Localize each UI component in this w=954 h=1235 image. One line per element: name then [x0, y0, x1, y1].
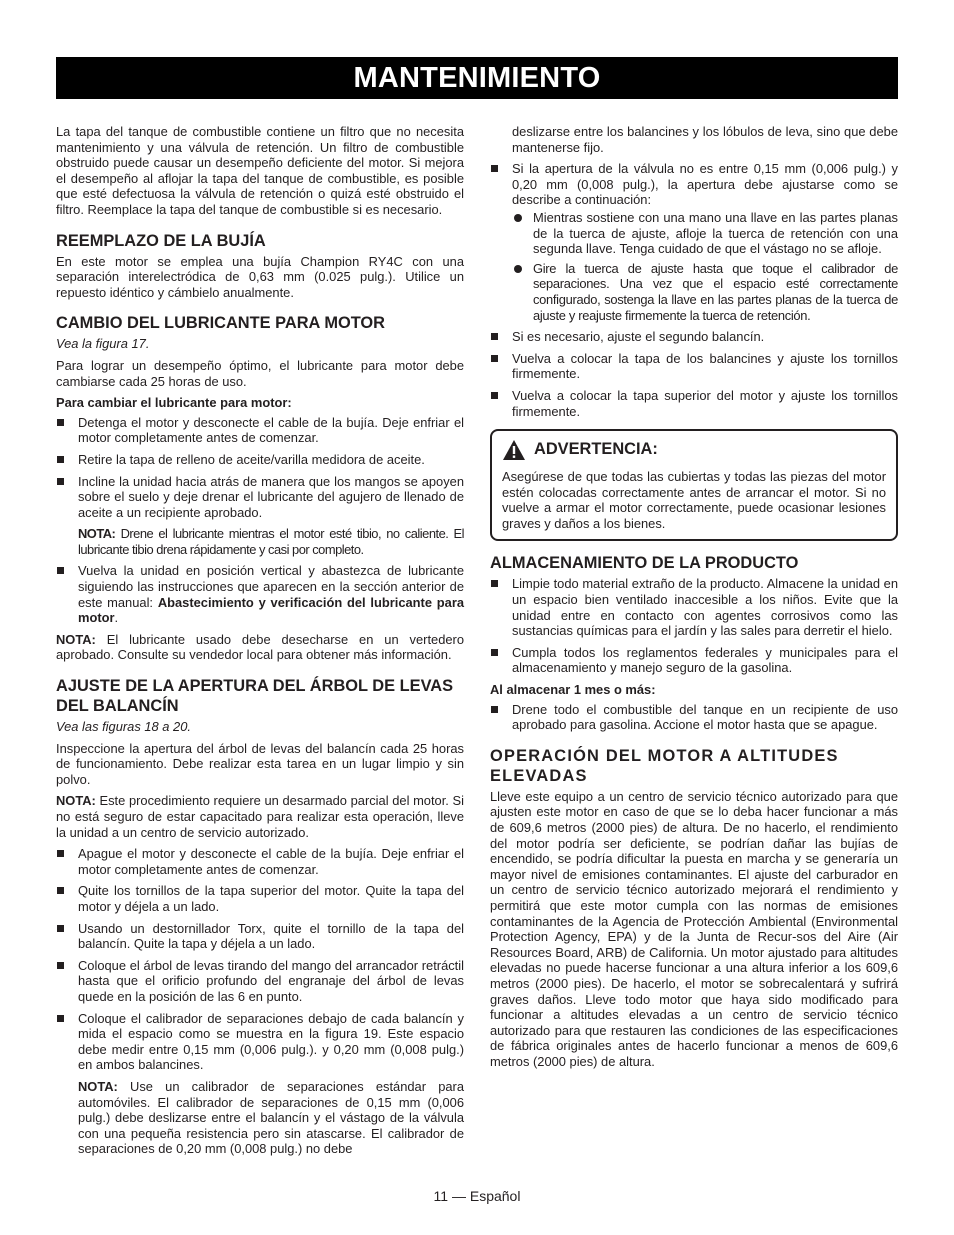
lubricante-steps [56, 415, 464, 521]
section-heading-ajuste: AJUSTE DE LA APERTURA DEL ÁRBOL DE LEVAS DEL BALANCÍN [56, 677, 454, 716]
section-heading-almacenamiento: ALMACENAMIENTO DE LA PRODUCTO [490, 554, 799, 573]
list-item: Coloque el árbol de levas tirando del mango del arrancador retráctil hasta que el orificio profundo del engranaje del árbol de levas quede en la posición de las 6 en punto. [56, 958, 464, 1005]
note [78, 1079, 464, 1157]
lubricante-subheading: Para cambiar el lubricante para motor: [56, 395, 292, 411]
lubricante-steps-2 [56, 563, 464, 625]
note [56, 793, 464, 840]
list-item: Quite los tornillos de la tapa superior del motor. Quite la tapa del motor y déjela a un lado. [56, 883, 464, 914]
warning-triangle-icon [502, 439, 526, 461]
section-heading-bujia: REEMPLAZO DE LA BUJÍA [56, 231, 266, 250]
altitudes-paragraph: Lleve este equipo a un centro de servicio técnico autorizado para que ajusten este motor en caso de que se lo deba hacer funcionar a más de 609,6 metros (2000 pies) de altura. De no hacerlo, el rendimiento del motor podría ser deficiente, se podrían dañar las bujías de encendido, se podría dificultar la puesta en marcha y se generaría un mayor nivel de emisiones contaminantes. El ajuste del carburador en un centro de servicio técnico autorizado mejorará el rendimiento y permitirá que este motor cumpla con las normas de emisiones contaminantes de la Agencia de Protección Ambiental (Environmental Protection Agency, EPA) y de la Junta de Recur-sos del Aire (Air Resources Board, ARB) de California. Un motor ajustado para altitudes elevadas no puede hacerse funcionar a una altura inferior a los 609,6 metros (2000 pies). De hacerlo, el motor se sobrecalentará y sufrirá graves daños. Lleve todo motor que haya sido modificado para funcionar a altitudes elevadas a un centro de servicio técnico autorizado para que restauren las condiciones de las especificaciones de fábrica originales antes de hacerlo funcionar a menos de 609,6 metros (2000 pies) de altura. [490, 788, 898, 1069]
lubricante-paragraph: Para lograr un desempeño óptimo, el lubricante para motor debe cambiarse cada 25 horas de uso. [56, 357, 464, 389]
note [56, 632, 464, 663]
list-item [56, 563, 464, 625]
ajuste-paragraph: Inspeccione la apertura del árbol de levas del balancín cada 25 horas de funcionamiento. Debe realizar esta tarea en un lugar limpio y sin polvo. [56, 740, 464, 787]
note-text: El lubricante usado debe desecharse en un vertedero aprobado. Consulte su vendedor local para obtener más información. [56, 631, 464, 663]
ajuste-steps [56, 846, 464, 1073]
note-label: NOTA: [56, 631, 96, 647]
almacenamiento-steps [490, 576, 898, 676]
note-label: NOTA: [78, 1078, 118, 1094]
almacenamiento-subheading: Al almacenar 1 mes o más: [490, 682, 656, 698]
sub-list-item: Mientras sostiene con una mano una llave en las partes planas de la tuerca de ajuste, afloje la tuerca de retención con una segunda llave. Tenga cuidado de que el vástago no se afloje. [512, 210, 898, 257]
list-item: Incline la unidad hacia atrás de manera que los mangos se apoyen sobre el suelo y deje drenar el lubricante del agujero de llenado de aceite a un recipiente aprobado. [56, 474, 464, 521]
list-item: Cumpla todos los reglamentos federales y municipales para el almacenamiento y manejo seguro de la gasolina. [490, 645, 898, 676]
continued-text: deslizarse entre los balancines y los lóbulos de leva, sino que debe mantenerse fijo. [512, 124, 898, 155]
sub-list-item: Gire la tuerca de ajuste hasta que toque el calibrador de separaciones. Una vez que el espacio esté correctamente configurado, sostenga la llave en las partes planas de la tuerca de ajuste y reajuste firmemente la tuerca de retención. [512, 261, 898, 323]
list-item: Usando un destornillador Torx, quite el tornillo de la tapa del balancín. Quite la tapa y déjela a un lado. [56, 921, 464, 952]
list-item: Coloque el calibrador de separaciones debajo de cada balancín y mida el espacio como se muestra en la figura 19. Este espacio debe medir entre 0,15 mm (0,006 pulg.). y 0,20 mm (0,008 pulg.) en ambos balancines. [56, 1011, 464, 1073]
list-item: Apague el motor y desconecte el cable de la bujía. Deje enfriar el motor completamente antes de comenzar. [56, 846, 464, 877]
figure-reference: Vea la figura 17. [56, 336, 150, 352]
list-item [490, 161, 898, 323]
list-item: Detenga el motor y desconecte el cable de la bujía. Deje enfriar el motor completamente antes de comenzar. [56, 415, 464, 446]
left-column [56, 124, 464, 1163]
figure-reference: Vea las figuras 18 a 20. [56, 719, 191, 735]
section-heading-lubricante: CAMBIO DEL LUBRICANTE PARA MOTOR [56, 314, 386, 333]
item-text-end: . [114, 610, 119, 626]
list-item: Vuelva a colocar la tapa de los balancines y ajuste los tornillos firmemente. [490, 351, 898, 382]
item-bold-text: Abastecimiento y verificación del lubricante para motor [78, 594, 465, 626]
section-heading-altitudes: OPERACIÓN DEL MOTOR A ALTITUDES ELEVADAS [490, 746, 839, 785]
intro-paragraph: La tapa del tanque de combustible contiene un filtro que no necesita mantenimiento y una válvula de retención. Un filtro de combustible obstruido puede causar un desempeño deficiente del motor. Si mejora el desempeño al aflojar la tapa del tanque de combustible, es posible que esté defectuosa la válvula de retención o quizá esté obstruido el filtro. Reemplace la tapa del tanque de combustible si es necesario. [56, 124, 464, 217]
item-text: Vuelva la unidad en posición vertical y abastezca de lubricante siguiendo las instrucciones que aparecen en la sección anterior de este manual: [78, 563, 464, 610]
list-item: Si es necesario, ajuste el segundo balancín. [490, 329, 898, 345]
note [78, 526, 464, 557]
note-text: Este procedimiento requiere un desarmado parcial del motor. Si no está seguro de estar capacitado para realizar esta operación, lleve la unidad a un centro de servicio autorizado. [56, 793, 464, 840]
warning-text: Asegúrese de que todas las cubiertas y todas las piezas del motor estén colocadas correctamente antes de arrancar el motor. Si no vuelve a armar el motor correctamente, puede ocasionar lesiones graves y daños a los bienes. [502, 469, 886, 531]
almacenamiento-steps-2 [490, 702, 898, 733]
note-text: Use un calibrador de separaciones estándar para automóviles. El calibrador de separaciones de 0,15 mm (0,006 pulg.) debe deslizarse entre el balancín y el vástago de la válvula con una pequeña resistencia pero sin atascarse. El calibrador de separaciones de 0,20 mm (0,008 pulg.) no debe [78, 1078, 464, 1157]
note-label: NOTA: [78, 526, 116, 542]
note-text: Drene el lubricante mientras el motor esté tibio, no caliente. El lubricante tibio drena rápidamente y casi por completo. [78, 526, 464, 557]
apertura-steps [490, 161, 898, 419]
list-item: Vuelva a colocar la tapa superior del motor y ajuste los tornillos firmemente. [490, 388, 898, 419]
item-text: Si la apertura de la válvula no es entre 0,15 mm (0,006 pulg.) y 0,20 mm (0,008 pulg.), la apertura debe ajustarse como se describe a continuación: [512, 161, 898, 208]
page-footer: 11 — Español [433, 1188, 521, 1204]
note-label: NOTA: [56, 793, 96, 809]
warning-title: ADVERTENCIA: [534, 440, 658, 459]
bujia-paragraph: En este motor se emplea una bujía Champion RY4C con una separación interelectródica de 0,63 mm (0.025 pulg.). Utilice un repuesto idéntico y cámbielo anualmente. [56, 253, 464, 300]
warning-box [490, 429, 898, 541]
list-item: Retire la tapa de relleno de aceite/varilla medidora de aceite. [56, 452, 464, 468]
page-title: MANTENIMIENTO [56, 57, 898, 99]
right-column [490, 124, 898, 1076]
sub-steps [512, 210, 898, 323]
warning-header [502, 439, 886, 461]
list-item: Limpie todo material extraño de la producto. Almacene la unidad en un espacio bien ventilado inaccesible a los niños. Evite que la unidad entre en contacto con agentes corrosivos como las sustancias químicas para el jardín y las sales para derretir el hielo. [490, 576, 898, 638]
list-item: Drene todo el combustible del tanque en un recipiente de uso aprobado para gasolina. Accione el motor hasta que se apague. [490, 702, 898, 733]
